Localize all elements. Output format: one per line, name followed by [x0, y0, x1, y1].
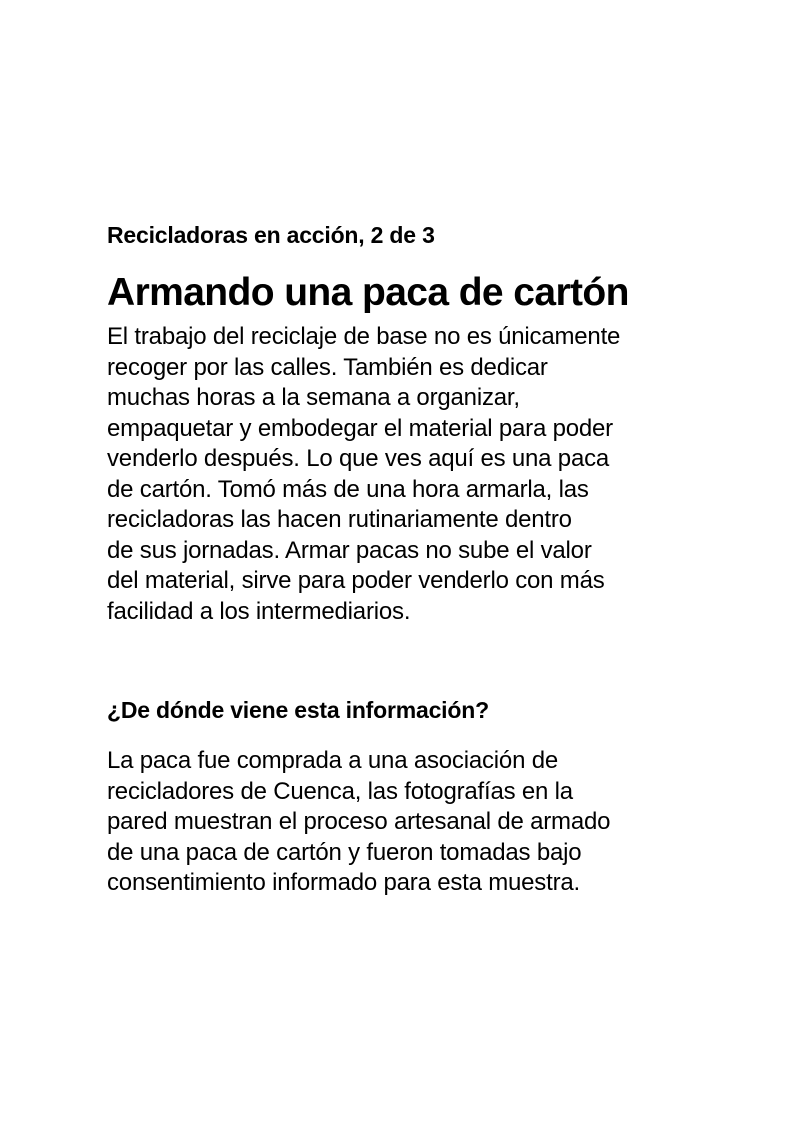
intro-line: facilidad a los intermediarios. — [107, 597, 411, 625]
intro-paragraph — [107, 322, 707, 627]
intro-line: recoger por las calles. También es dedicar — [107, 353, 548, 381]
text-panel — [107, 218, 707, 899]
source-paragraph — [107, 746, 707, 899]
intro-line: venderlo después. Lo que ves aquí es una paca — [107, 445, 610, 472]
intro-line: del material, sirve para poder venderlo con más — [107, 567, 605, 594]
intro-line: empaquetar y embodegar el material para poder — [107, 414, 613, 442]
source-line: pared muestran el proceso artesanal de armado — [107, 808, 611, 835]
intro-line: de cartón. Tomó más de una hora armarla, las — [107, 475, 589, 503]
source-line: La paca fue comprada a una asociación de — [107, 747, 558, 774]
intro-line: de sus jornadas. Armar pacas no sube el valor — [107, 536, 592, 564]
intro-line: El trabajo del reciclaje de base no es únicamente — [107, 323, 621, 350]
source-line: consentimiento informado para esta muestra. — [107, 869, 580, 896]
series-label: Recicladoras en acción, 2 de 3 — [107, 222, 435, 248]
intro-line: recicladoras las hacen rutinariamente dentro — [107, 506, 572, 533]
source-line: de una paca de cartón y fueron tomadas bajo — [107, 838, 582, 866]
intro-line: muchas horas a la semana a organizar, — [107, 384, 520, 411]
source-heading: ¿De dónde viene esta información? — [107, 697, 489, 723]
source-line: recicladores de Cuenca, las fotografías en la — [107, 777, 573, 805]
page-title: Armando una paca de cartón — [107, 271, 629, 314]
